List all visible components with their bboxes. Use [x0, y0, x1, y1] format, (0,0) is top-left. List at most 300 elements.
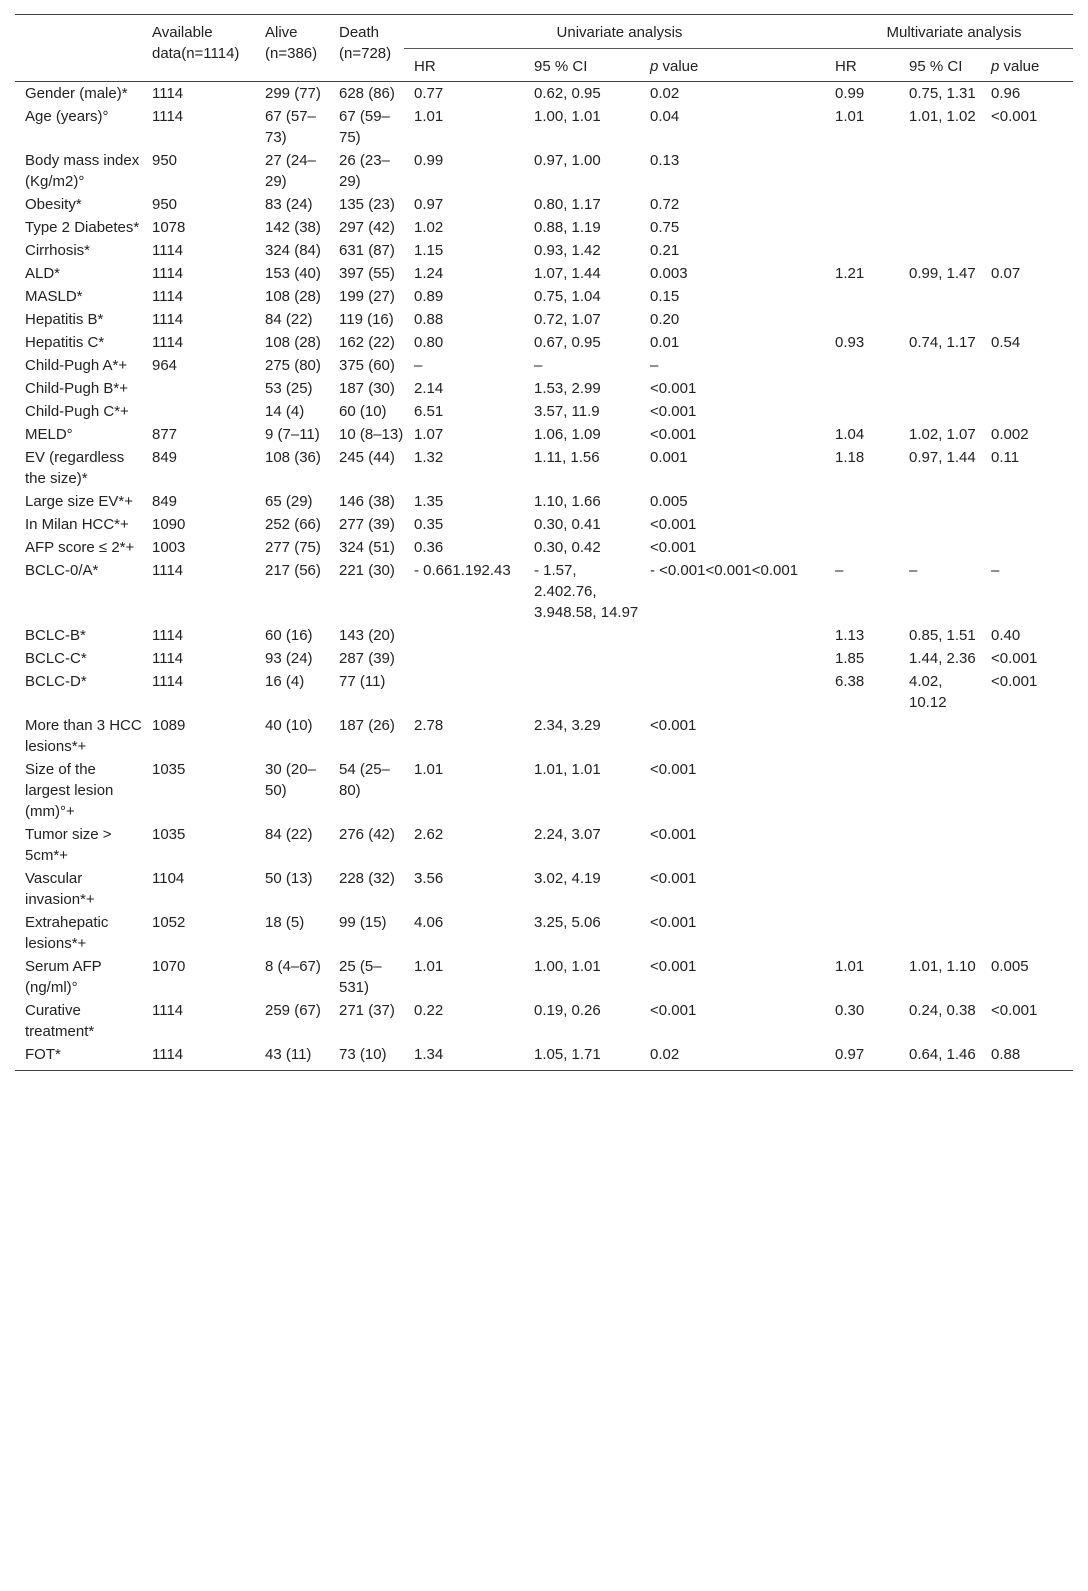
cell-m-hr [825, 239, 899, 262]
cell-m-p [981, 285, 1073, 308]
cell-u-hr: 1.01 [414, 958, 444, 975]
cell-u-p [640, 670, 825, 714]
cell-available: 1104 [152, 870, 185, 887]
cell-variable: BCLC-C* [25, 650, 87, 667]
cell-m-ci [899, 513, 981, 536]
cell-m-ci [899, 308, 981, 331]
cell-available: 1089 [152, 717, 186, 734]
cell-available: 1114 [152, 288, 184, 305]
cell-variable: ALD* [25, 265, 61, 282]
cell-variable: Child-Pugh A*+ [25, 357, 128, 374]
cell-m-ci: 1.02, 1.07 [909, 426, 976, 443]
cell-m-hr: 1.18 [835, 449, 865, 466]
cell-available: 950 [152, 196, 178, 213]
cell-m-ci [899, 714, 981, 758]
cell-m-hr [825, 911, 899, 955]
cell-m-p [981, 308, 1073, 331]
table-row [15, 354, 1073, 377]
cell-available: 1070 [152, 958, 186, 975]
table-row [15, 999, 1073, 1043]
cell-m-ci: 0.24, 0.38 [909, 1002, 976, 1019]
table-row [15, 193, 1073, 216]
cell-u-ci: 0.67, 0.95 [534, 334, 601, 351]
cell-m-p: <0.001 [991, 1002, 1038, 1019]
cell-m-hr: 1.01 [835, 108, 865, 125]
cell-m-p [981, 377, 1073, 400]
table-row [15, 714, 1073, 758]
table-row [15, 647, 1073, 670]
cell-u-p: 0.005 [650, 493, 688, 510]
cell-u-hr: 6.51 [414, 403, 444, 420]
cell-m-hr [825, 354, 899, 377]
cell-m-hr [825, 823, 899, 867]
cell-m-hr [825, 377, 899, 400]
table-row [15, 1043, 1073, 1071]
cell-variable: Hepatitis B* [25, 311, 104, 328]
cell-m-hr: 0.93 [835, 334, 865, 351]
cell-m-hr [825, 536, 899, 559]
cell-u-ci: 0.75, 1.04 [534, 288, 601, 305]
cell-m-p [981, 758, 1073, 823]
cell-u-p: 0.20 [650, 311, 680, 328]
cell-alive: 14 (4) [265, 403, 305, 420]
cell-alive: 50 (13) [265, 870, 313, 887]
cell-available: 1114 [152, 242, 184, 259]
cell-u-hr: 0.22 [414, 1002, 444, 1019]
cell-death: 162 (22) [339, 334, 395, 351]
cell-m-p [981, 149, 1073, 193]
cell-m-ci: 0.97, 1.44 [909, 449, 976, 466]
p-rest: value [999, 58, 1040, 75]
cell-m-hr: 0.97 [825, 1043, 899, 1071]
cell-m-p [981, 400, 1073, 423]
cell-available: 877 [152, 426, 178, 443]
cell-u-p: <0.001 [650, 516, 697, 533]
table-row [15, 823, 1073, 867]
cell-alive: 153 (40) [265, 265, 321, 282]
cell-u-hr: 2.14 [414, 380, 444, 397]
header-univariate-ci: 95 % CI [534, 58, 588, 75]
header-death: Death (n=728) [329, 15, 404, 82]
cell-m-p [981, 867, 1073, 911]
cell-available: 1114 [152, 265, 184, 282]
cell-u-hr: 0.97 [414, 196, 444, 213]
cell-u-p: 0.72 [650, 196, 680, 213]
cell-death: 277 (39) [339, 516, 395, 533]
cell-u-p: <0.001 [650, 380, 697, 397]
cell-u-p: <0.001 [650, 403, 697, 420]
cell-m-hr: 0.99 [835, 85, 865, 102]
cell-m-p [981, 216, 1073, 239]
cell-available: 1114 [152, 85, 184, 102]
cell-u-hr [404, 647, 524, 670]
header-univariate-p [640, 49, 825, 82]
table-row [15, 758, 1073, 823]
table-row [15, 536, 1073, 559]
table-row [15, 285, 1073, 308]
cell-u-ci: 0.30, 0.42 [534, 539, 601, 556]
cell-m-ci: 0.64, 1.46 [899, 1043, 981, 1071]
cell-alive: 93 (24) [265, 650, 313, 667]
cell-variable: BCLC-D* [25, 673, 87, 690]
cell-death: 187 (26) [339, 717, 395, 734]
cell-available: 1090 [152, 516, 186, 533]
cell-u-ci: 1.53, 2.99 [534, 380, 601, 397]
cell-u-hr [404, 670, 524, 714]
cell-u-p: 0.02 [640, 1043, 825, 1071]
cell-death: 187 (30) [339, 380, 395, 397]
cell-u-hr: 1.01 [414, 761, 444, 778]
cell-m-ci [899, 400, 981, 423]
cell-alive: 108 (28) [265, 334, 321, 351]
cell-available: 950 [152, 152, 178, 169]
cell-m-p: <0.001 [991, 650, 1038, 667]
table-row [15, 423, 1073, 446]
cell-u-ci: 0.62, 0.95 [534, 85, 601, 102]
cell-m-p [981, 513, 1073, 536]
cell-u-hr [404, 624, 524, 647]
cell-available: 849 [152, 449, 178, 466]
cell-u-hr: 2.78 [414, 717, 444, 734]
cell-death: 199 (27) [339, 288, 395, 305]
cell-m-p [981, 239, 1073, 262]
cell-m-ci: 1.44, 2.36 [909, 650, 976, 667]
cell-m-ci [899, 377, 981, 400]
cell-alive: 43 (11) [255, 1043, 329, 1071]
table-row [15, 216, 1073, 239]
cell-alive: 8 (4–67) [265, 958, 321, 975]
cell-alive: 324 (84) [265, 242, 321, 259]
cell-m-hr [825, 758, 899, 823]
cell-u-ci: 1.00, 1.01 [534, 958, 601, 975]
table-row [15, 377, 1073, 400]
cell-m-ci [899, 758, 981, 823]
cell-u-p: 0.21 [650, 242, 680, 259]
cell-u-p: 0.01 [650, 334, 680, 351]
cell-variable: Gender (male)* [25, 85, 128, 102]
cell-m-hr: 1.21 [835, 265, 865, 282]
cell-u-p: 0.75 [650, 219, 680, 236]
cell-available: 849 [152, 493, 178, 510]
cell-m-hr [825, 867, 899, 911]
cell-m-p: <0.001 [991, 108, 1038, 125]
cell-m-p: 0.88 [981, 1043, 1073, 1071]
cell-u-ci: 0.97, 1.00 [534, 152, 601, 169]
cell-death: 10 (8–13) [339, 426, 404, 443]
cell-m-ci [899, 911, 981, 955]
cell-u-hr: 0.36 [414, 539, 444, 556]
cell-u-hr: 0.99 [414, 152, 444, 169]
cell-u-ci: 1.06, 1.09 [534, 426, 601, 443]
cell-variable: Curative treatment* [25, 1002, 95, 1040]
cell-alive: 108 (28) [265, 288, 321, 305]
cell-u-p: <0.001 [650, 958, 697, 975]
cell-variable: Type 2 Diabetes* [25, 219, 140, 236]
header-univariate: Univariate analysis [404, 15, 825, 49]
cell-m-ci [899, 239, 981, 262]
cell-u-ci: 0.19, 0.26 [534, 1002, 601, 1019]
header-multivariate-hr: HR [835, 58, 857, 75]
cell-death: 324 (51) [339, 539, 395, 556]
cell-death: 297 (42) [339, 219, 395, 236]
cell-u-p: <0.001 [650, 426, 697, 443]
cell-u-p: <0.001 [650, 717, 697, 734]
cell-u-hr: - 0.661.192.43 [414, 562, 511, 579]
cell-u-p: <0.001 [650, 539, 697, 556]
p-italic: p [991, 58, 1000, 75]
table-row [15, 670, 1073, 714]
cell-death: 631 (87) [339, 242, 395, 259]
cell-alive: 275 (80) [265, 357, 321, 374]
p-italic: p [650, 58, 659, 75]
cell-m-hr [825, 308, 899, 331]
cell-variable: MELD° [25, 426, 73, 443]
cell-death: 60 (10) [339, 403, 387, 420]
cell-alive: 142 (38) [265, 219, 321, 236]
cell-m-hr: 0.30 [835, 1002, 865, 1019]
survival-analysis-table [15, 14, 1073, 1071]
cell-u-p: 0.02 [650, 85, 680, 102]
cell-u-ci: 3.02, 4.19 [534, 870, 601, 887]
cell-u-p: <0.001 [650, 1002, 697, 1019]
cell-available: 1114 [152, 334, 184, 351]
cell-available: 1114 [152, 108, 184, 125]
cell-variable: Vascular invasion*+ [25, 870, 95, 908]
table-header [15, 15, 1073, 82]
cell-available [142, 377, 255, 400]
cell-m-hr [825, 714, 899, 758]
cell-u-ci: 2.24, 3.07 [534, 826, 601, 843]
cell-m-ci: 4.02, 10.12 [909, 673, 947, 711]
cell-m-ci [899, 354, 981, 377]
cell-variable: Tumor size > 5cm*+ [25, 826, 112, 864]
cell-m-p: 0.96 [991, 85, 1021, 102]
cell-m-ci: – [909, 562, 918, 579]
cell-available: 1052 [152, 914, 186, 931]
cell-death: 276 (42) [339, 826, 395, 843]
cell-m-hr: 6.38 [835, 673, 865, 690]
cell-m-p: <0.001 [991, 673, 1038, 690]
cell-death: 375 (60) [339, 357, 395, 374]
cell-m-hr: 1.04 [835, 426, 865, 443]
cell-m-p: 0.11 [991, 449, 1020, 466]
cell-death: 143 (20) [339, 627, 395, 644]
cell-variable: AFP score ≤ 2*+ [25, 539, 135, 556]
table-row [15, 911, 1073, 955]
cell-u-p: 0.13 [650, 152, 680, 169]
cell-death: 271 (37) [339, 1002, 395, 1019]
table-row [15, 82, 1073, 106]
cell-m-ci [899, 490, 981, 513]
cell-alive: 60 (16) [265, 627, 313, 644]
header-univariate-hr: HR [414, 58, 436, 75]
cell-u-p: 0.04 [650, 108, 680, 125]
table-row [15, 955, 1073, 999]
cell-alive: 108 (36) [265, 449, 321, 466]
cell-death: 146 (38) [339, 493, 395, 510]
cell-available: 1114 [152, 627, 184, 644]
cell-alive: 259 (67) [265, 1002, 321, 1019]
cell-u-p: <0.001 [650, 870, 697, 887]
cell-alive: 18 (5) [265, 914, 305, 931]
table-row [15, 400, 1073, 423]
cell-m-ci: 0.74, 1.17 [909, 334, 976, 351]
cell-available: 1035 [152, 761, 186, 778]
cell-u-ci [524, 624, 640, 647]
cell-u-hr: 0.35 [414, 516, 444, 533]
header-multivariate: Multivariate analysis [825, 15, 1073, 49]
cell-alive: 84 (22) [265, 311, 313, 328]
cell-m-p: 0.54 [991, 334, 1021, 351]
cell-available: 1114 [152, 673, 184, 690]
cell-m-p: 0.40 [991, 627, 1021, 644]
cell-variable: Size of the largest lesion (mm)°+ [25, 761, 114, 820]
cell-m-hr: 1.85 [835, 650, 865, 667]
cell-u-p: 0.15 [650, 288, 680, 305]
cell-m-hr: 1.01 [835, 958, 865, 975]
cell-variable: BCLC-B* [25, 627, 86, 644]
table-row [15, 446, 1073, 490]
cell-u-hr: 4.06 [414, 914, 444, 931]
cell-u-hr: 1.02 [414, 219, 444, 236]
cell-m-p: 0.005 [991, 958, 1029, 975]
cell-death: 99 (15) [339, 914, 387, 931]
cell-u-ci: 1.00, 1.01 [534, 108, 601, 125]
cell-u-hr: 1.15 [414, 242, 444, 259]
cell-u-ci: 1.07, 1.44 [534, 265, 601, 282]
cell-m-ci: 0.85, 1.51 [909, 627, 976, 644]
cell-alive: 252 (66) [265, 516, 321, 533]
cell-alive: 65 (29) [265, 493, 313, 510]
cell-m-hr [825, 193, 899, 216]
cell-m-hr [825, 490, 899, 513]
cell-u-hr: 1.07 [414, 426, 444, 443]
cell-u-hr: 0.77 [414, 85, 444, 102]
cell-variable: Hepatitis C* [25, 334, 105, 351]
cell-death: 287 (39) [339, 650, 395, 667]
cell-m-p: 0.07 [991, 265, 1021, 282]
cell-m-ci: 0.75, 1.31 [909, 85, 976, 102]
cell-u-p: <0.001 [650, 761, 697, 778]
cell-m-p [981, 911, 1073, 955]
cell-u-hr: 3.56 [414, 870, 444, 887]
cell-m-p [981, 823, 1073, 867]
cell-death: 25 (5–531) [339, 958, 382, 996]
cell-u-ci: 3.25, 5.06 [534, 914, 601, 931]
header-multivariate-p [981, 49, 1073, 82]
table-row [15, 105, 1073, 149]
cell-alive: 9 (7–11) [265, 426, 320, 443]
header-alive: Alive (n=386) [255, 15, 329, 82]
cell-available: 1114 [152, 562, 184, 579]
cell-available: 1078 [152, 219, 186, 236]
cell-alive: 277 (75) [265, 539, 321, 556]
table-row [15, 559, 1073, 624]
cell-m-ci [899, 193, 981, 216]
cell-m-hr [825, 216, 899, 239]
cell-m-hr: 1.13 [835, 627, 865, 644]
cell-available: 1114 [152, 311, 184, 328]
p-rest: value [658, 58, 699, 75]
cell-u-p: <0.001 [650, 914, 697, 931]
cell-alive: 40 (10) [265, 717, 313, 734]
cell-available: 964 [152, 357, 178, 374]
cell-u-hr: 0.89 [414, 288, 444, 305]
cell-u-hr: 1.24 [414, 265, 444, 282]
cell-death: 67 (59–75) [339, 108, 390, 146]
table-row [15, 308, 1073, 331]
cell-u-hr: 1.35 [414, 493, 444, 510]
cell-m-ci: 0.99, 1.47 [909, 265, 976, 282]
cell-available [142, 400, 255, 423]
cell-u-p [640, 647, 825, 670]
table-row [15, 262, 1073, 285]
cell-m-hr [825, 285, 899, 308]
cell-u-ci: 0.30, 0.41 [534, 516, 601, 533]
table-row [15, 513, 1073, 536]
cell-alive: 217 (56) [265, 562, 321, 579]
cell-m-ci [899, 285, 981, 308]
cell-m-p: 0.002 [991, 426, 1029, 443]
cell-variable: Child-Pugh C*+ [25, 403, 129, 420]
cell-available: 1003 [152, 539, 186, 556]
cell-alive: 27 (24–29) [265, 152, 316, 190]
cell-m-ci [899, 536, 981, 559]
cell-u-ci: 2.34, 3.29 [534, 717, 601, 734]
cell-u-ci [524, 647, 640, 670]
header-multivariate-ci: 95 % CI [909, 58, 963, 75]
cell-u-ci: - 1.57, 2.402.76, 3.948.58, 14.97 [534, 562, 639, 621]
cell-variable: Extrahepatic lesions*+ [25, 914, 109, 952]
cell-u-p: 0.001 [650, 449, 688, 466]
cell-u-hr: – [414, 357, 423, 374]
cell-u-hr: 1.32 [414, 449, 444, 466]
table-row [15, 239, 1073, 262]
cell-death: 135 (23) [339, 196, 395, 213]
cell-u-ci: 1.11, 1.56 [534, 449, 600, 466]
header-available: Available data(n=1114) [142, 15, 255, 82]
cell-death: 26 (23–29) [339, 152, 390, 190]
cell-alive: 84 (22) [265, 826, 313, 843]
cell-m-p [981, 354, 1073, 377]
cell-alive: 16 (4) [265, 673, 305, 690]
cell-death: 397 (55) [339, 265, 395, 282]
cell-u-ci: 3.57, 11.9 [534, 403, 600, 420]
cell-u-ci: 1.05, 1.71 [524, 1043, 640, 1071]
cell-m-hr [825, 400, 899, 423]
cell-u-p: – [650, 357, 659, 374]
cell-m-p [981, 536, 1073, 559]
cell-variable: EV (regardless the size)* [25, 449, 125, 487]
cell-death: 221 (30) [339, 562, 395, 579]
cell-m-p [981, 714, 1073, 758]
cell-variable: Child-Pugh B*+ [25, 380, 128, 397]
cell-available: 1114 [152, 1002, 184, 1019]
header-variable [15, 15, 142, 82]
cell-m-ci [899, 823, 981, 867]
cell-u-ci: 0.93, 1.42 [534, 242, 601, 259]
cell-u-hr: 2.62 [414, 826, 444, 843]
cell-death: 54 (25–80) [339, 761, 390, 799]
cell-variable: In Milan HCC*+ [25, 516, 129, 533]
cell-variable: Body mass index (Kg/m2)° [25, 152, 140, 190]
cell-u-ci: – [534, 357, 543, 374]
table-row [15, 867, 1073, 911]
cell-u-ci: 1.01, 1.01 [534, 761, 601, 778]
cell-available: 1035 [152, 826, 186, 843]
cell-m-ci: 1.01, 1.10 [909, 958, 976, 975]
cell-m-p [981, 193, 1073, 216]
